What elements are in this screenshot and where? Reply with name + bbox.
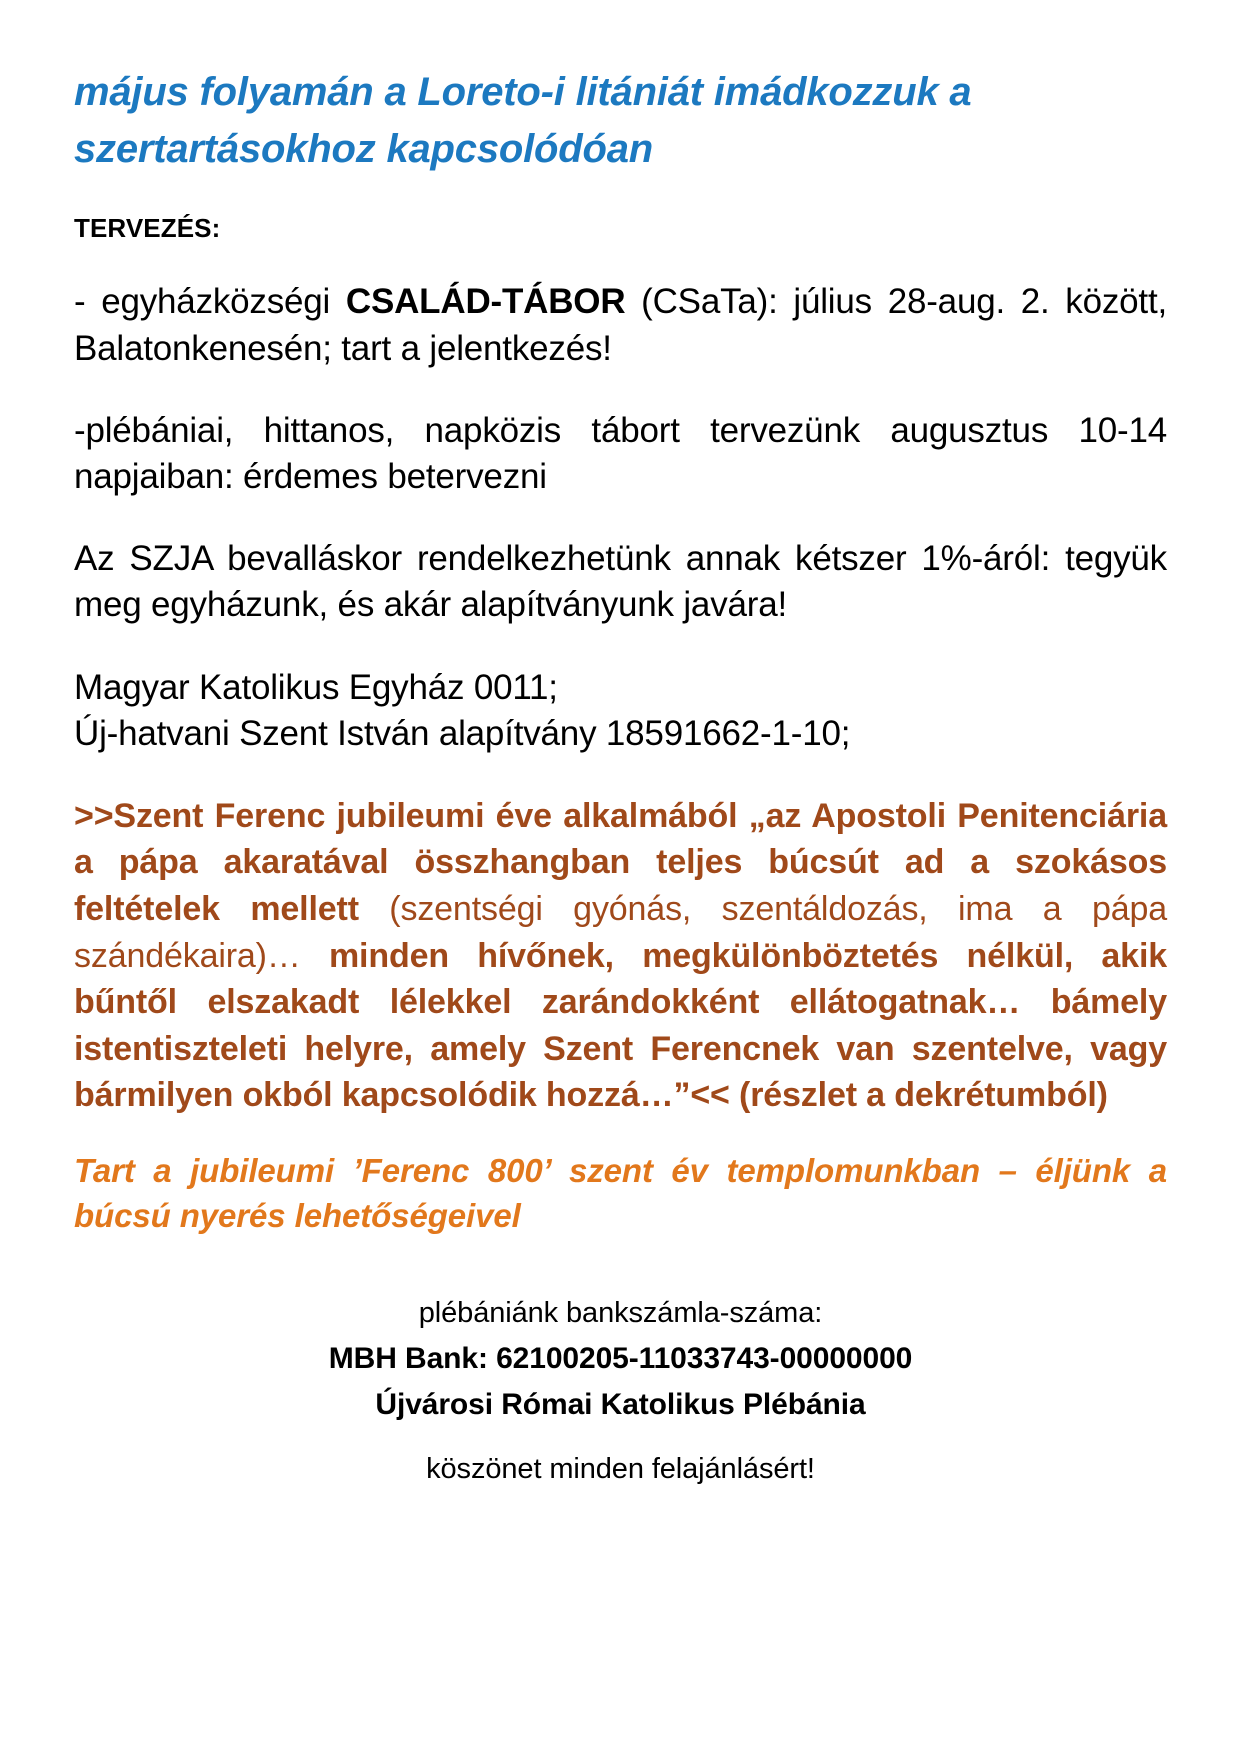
section-label-tervezes: TERVEZÉS: (74, 212, 221, 243)
page-title-line-1: május folyamán a Loreto-i litániát imádkozzuk a (74, 70, 972, 114)
camp-emphasis: CSALÁD-TÁBOR (345, 282, 626, 322)
footer-thanks: köszönet minden felajánlásért! (426, 1452, 815, 1485)
page-title-line-2: szertartásokhoz kapcsolódóan (74, 126, 654, 171)
indulgence-conditions: (szentségi gyónás, szentáldozás, ima a pápa szándékaira)… (74, 890, 1167, 975)
footer-bank-label: plébániánk bankszámla-száma: (418, 1296, 823, 1329)
footer-bank-details (74, 1291, 1167, 1492)
indulgence-bold-part-1: >>Szent Ferenc jubileumi éve alkalmából „az Apostoli Penitenciária a pápa akaratával összhangban teljes búcsút ad a szokásos feltételek mellett (74, 796, 1167, 929)
paragraph-szja: Az SZJA bevalláskor rendelkezhetünk annak kétszer 1%-áról: tegyük meg egyházunk, és akár alapítványunk javára! (74, 539, 1167, 625)
szja-beneficiary-church: Magyar Katolikus Egyház 0011; (74, 667, 558, 707)
footer-bank-account: MBH Bank: 62100205-11033743-00000000 (328, 1341, 913, 1375)
camp-prefix: - egyházközségi (74, 282, 346, 322)
indulgence-bold-part-2: minden hívőnek, megkülönböztetés nélkül, akik bűntől elszakadt lélekkel zarándokként ellátogatnak… bámely istentiszteleti helyre, amely Szent Ferencnek van szentelve, vagy bármilyen okból kapcsolódik hozzá…”<< (részlet a dekrétumból) (74, 936, 1167, 1115)
paragraph-jubilee-note: Tart a jubileumi ’Ferenc 800’ szent év templomunkban – éljünk a búcsú nyerés lehetőségeivel (74, 1151, 1167, 1234)
paragraph-family-camp (74, 279, 1167, 371)
camp-suffix: (CSaTa): július 28-aug. 2. között, Balatonkenesén; tart a jelentkezés! (74, 282, 1167, 368)
footer-parish-name: Újvárosi Római Katolikus Plébánia (375, 1388, 866, 1422)
szja-beneficiaries (74, 665, 1167, 757)
paragraph-summer-camp: -plébániai, hittanos, napközis tábort tervezünk augusztus 10-14 napjaiban: érdemes betervezni (74, 410, 1167, 496)
page-title (74, 64, 1167, 178)
szja-beneficiary-foundation: Új-hatvani Szent István alapítvány 18591662-1-10; (74, 713, 851, 753)
paragraph-indulgence-decree (74, 793, 1167, 1119)
